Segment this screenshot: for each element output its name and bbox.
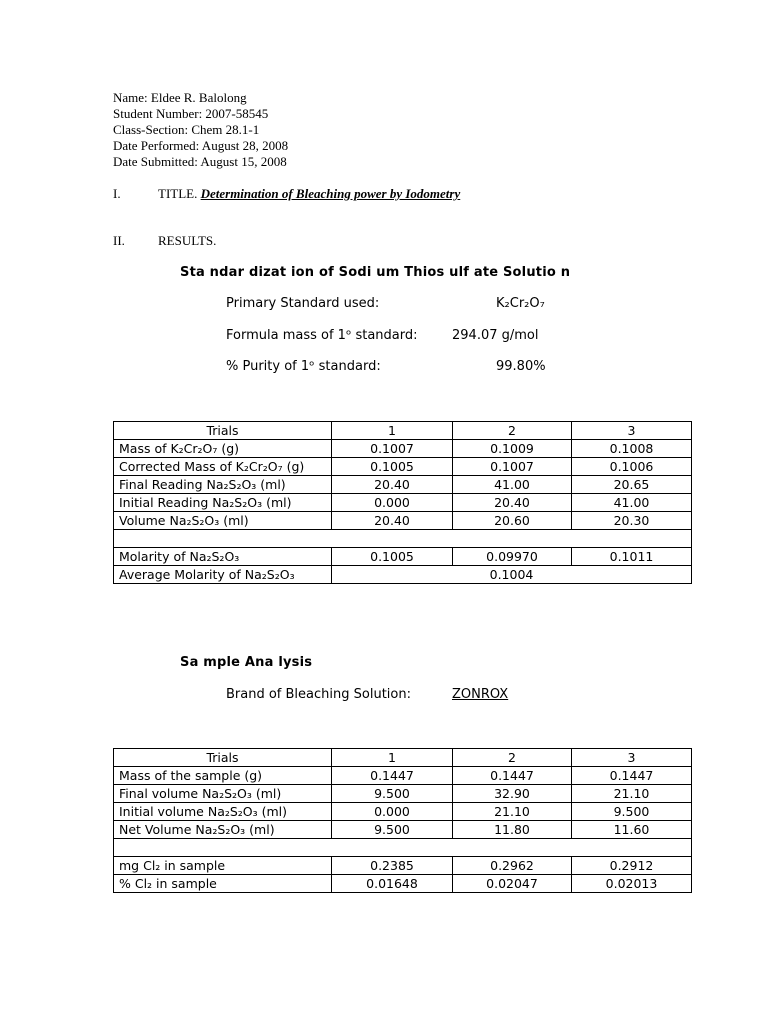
table-row-label: % Cl₂ in sample (114, 875, 332, 893)
table-header-cell: Trials (114, 422, 332, 440)
table-cell: 0.1447 (453, 767, 572, 785)
section-1-label: TITLE. (158, 186, 198, 201)
brand-label: Brand of Bleaching Solution: (226, 687, 411, 702)
table-row-label: Initial volume Na₂S₂O₃ (ml) (114, 803, 332, 821)
formula-mass-label: Formula mass of 1ᵒ standard: (226, 328, 418, 343)
table-spacer-row (114, 839, 692, 857)
table-cell: 20.40 (332, 476, 453, 494)
table-spacer-cell (114, 839, 692, 857)
section-1-number: I. (113, 186, 121, 201)
table-cell: 0.1447 (572, 767, 692, 785)
primary-standard-value: K₂Cr₂O₇ (496, 296, 545, 311)
table-cell: 20.40 (453, 494, 572, 512)
section-2-label: RESULTS. (158, 233, 217, 248)
table-cell: 0.1005 (332, 458, 453, 476)
table-header-row (114, 422, 692, 440)
table-row-label: Net Volume Na₂S₂O₃ (ml) (114, 821, 332, 839)
table-cell: 20.40 (332, 512, 453, 530)
table-row-label: Average Molarity of Na₂S₂O₃ (114, 566, 332, 584)
table-row-label: Mass of K₂Cr₂O₇ (g) (114, 440, 332, 458)
formula-mass-value: 294.07 g/mol (452, 328, 539, 343)
table-cell: 0.000 (332, 803, 453, 821)
table-cell: 0.1007 (453, 458, 572, 476)
class-section: Class-Section: Chem 28.1-1 (113, 122, 260, 137)
table-cell: 0.01648 (332, 875, 453, 893)
table-row (114, 767, 692, 785)
table-cell: 0.2962 (453, 857, 572, 875)
table-cell: 0.1447 (332, 767, 453, 785)
table-cell: 0.1009 (453, 440, 572, 458)
table-cell: 21.10 (572, 785, 692, 803)
standardization-heading: Sta ndar dizat ion of Sodi um Thios ulf ate Solutio n (180, 265, 571, 280)
brand-value: ZONROX (452, 687, 509, 702)
table-cell: 41.00 (453, 476, 572, 494)
average-molarity-row (114, 566, 692, 584)
table-row (114, 494, 692, 512)
table-spacer-cell (114, 530, 692, 548)
table-row (114, 476, 692, 494)
purity-label: % Purity of 1ᵒ standard: (226, 359, 381, 374)
sample-analysis-table (113, 748, 692, 893)
table-row-label: Final volume Na₂S₂O₃ (ml) (114, 785, 332, 803)
table-cell: 0.1004 (332, 566, 692, 584)
table-header-cell: 3 (572, 422, 692, 440)
table-cell: 9.500 (332, 785, 453, 803)
brand-value-wrap (452, 687, 508, 702)
table-cell: 21.10 (453, 803, 572, 821)
table-cell: 41.00 (572, 494, 692, 512)
table-cell: 11.60 (572, 821, 692, 839)
table-row-label: Mass of the sample (g) (114, 767, 332, 785)
molarity-row (114, 548, 692, 566)
date-performed: Date Performed: August 28, 2008 (113, 138, 289, 153)
table-spacer-row (114, 530, 692, 548)
table-cell: 0.1006 (572, 458, 692, 476)
table-cell: 0.1008 (572, 440, 692, 458)
table-row (114, 821, 692, 839)
table-row (114, 458, 692, 476)
table-cell: 0.1011 (572, 548, 692, 566)
standardization-table (113, 421, 692, 584)
table-cell: 0.1007 (332, 440, 453, 458)
table-header-cell: 1 (332, 749, 453, 767)
table-row (114, 440, 692, 458)
table-header-cell: Trials (114, 749, 332, 767)
sample-analysis-heading: Sa mple Ana lysis (180, 655, 313, 670)
table-cell: 0.2385 (332, 857, 453, 875)
table-header-cell: 3 (572, 749, 692, 767)
date-submitted: Date Submitted: August 15, 2008 (113, 154, 287, 169)
student-name: Name: Eldee R. Balolong (113, 90, 247, 105)
table-cell: 9.500 (572, 803, 692, 821)
section-2-number: II. (113, 233, 125, 248)
table-row (114, 803, 692, 821)
table-header-row (114, 749, 692, 767)
table-cell: 20.30 (572, 512, 692, 530)
table-cell: 0.1005 (332, 548, 453, 566)
table-row-label: Initial Reading Na₂S₂O₃ (ml) (114, 494, 332, 512)
table-cell: 11.80 (453, 821, 572, 839)
table-cell: 0.000 (332, 494, 453, 512)
student-number: Student Number: 2007-58545 (113, 106, 269, 121)
table-row-label: Molarity of Na₂S₂O₃ (114, 548, 332, 566)
table-header-cell: 2 (453, 749, 572, 767)
table-row (114, 512, 692, 530)
table-row-label: Corrected Mass of K₂Cr₂O₇ (g) (114, 458, 332, 476)
percent-cl2-row (114, 875, 692, 893)
table-cell: 32.90 (453, 785, 572, 803)
table-row (114, 785, 692, 803)
table-cell: 0.09970 (453, 548, 572, 566)
table-row-label: Final Reading Na₂S₂O₃ (ml) (114, 476, 332, 494)
table-row-label: Volume Na₂S₂O₃ (ml) (114, 512, 332, 530)
table-cell: 0.02047 (453, 875, 572, 893)
primary-standard-label: Primary Standard used: (226, 296, 380, 311)
table-header-cell: 1 (332, 422, 453, 440)
mg-cl2-row (114, 857, 692, 875)
table-header-cell: 2 (453, 422, 572, 440)
table-cell: 9.500 (332, 821, 453, 839)
purity-value: 99.80% (496, 359, 546, 374)
table-cell: 20.65 (572, 476, 692, 494)
section-1-title-row (158, 186, 460, 202)
table-cell: 0.02013 (572, 875, 692, 893)
table-cell: 20.60 (453, 512, 572, 530)
table-row-label: mg Cl₂ in sample (114, 857, 332, 875)
report-title: Determination of Bleaching power by Iodometry (200, 186, 461, 201)
table-cell: 0.2912 (572, 857, 692, 875)
